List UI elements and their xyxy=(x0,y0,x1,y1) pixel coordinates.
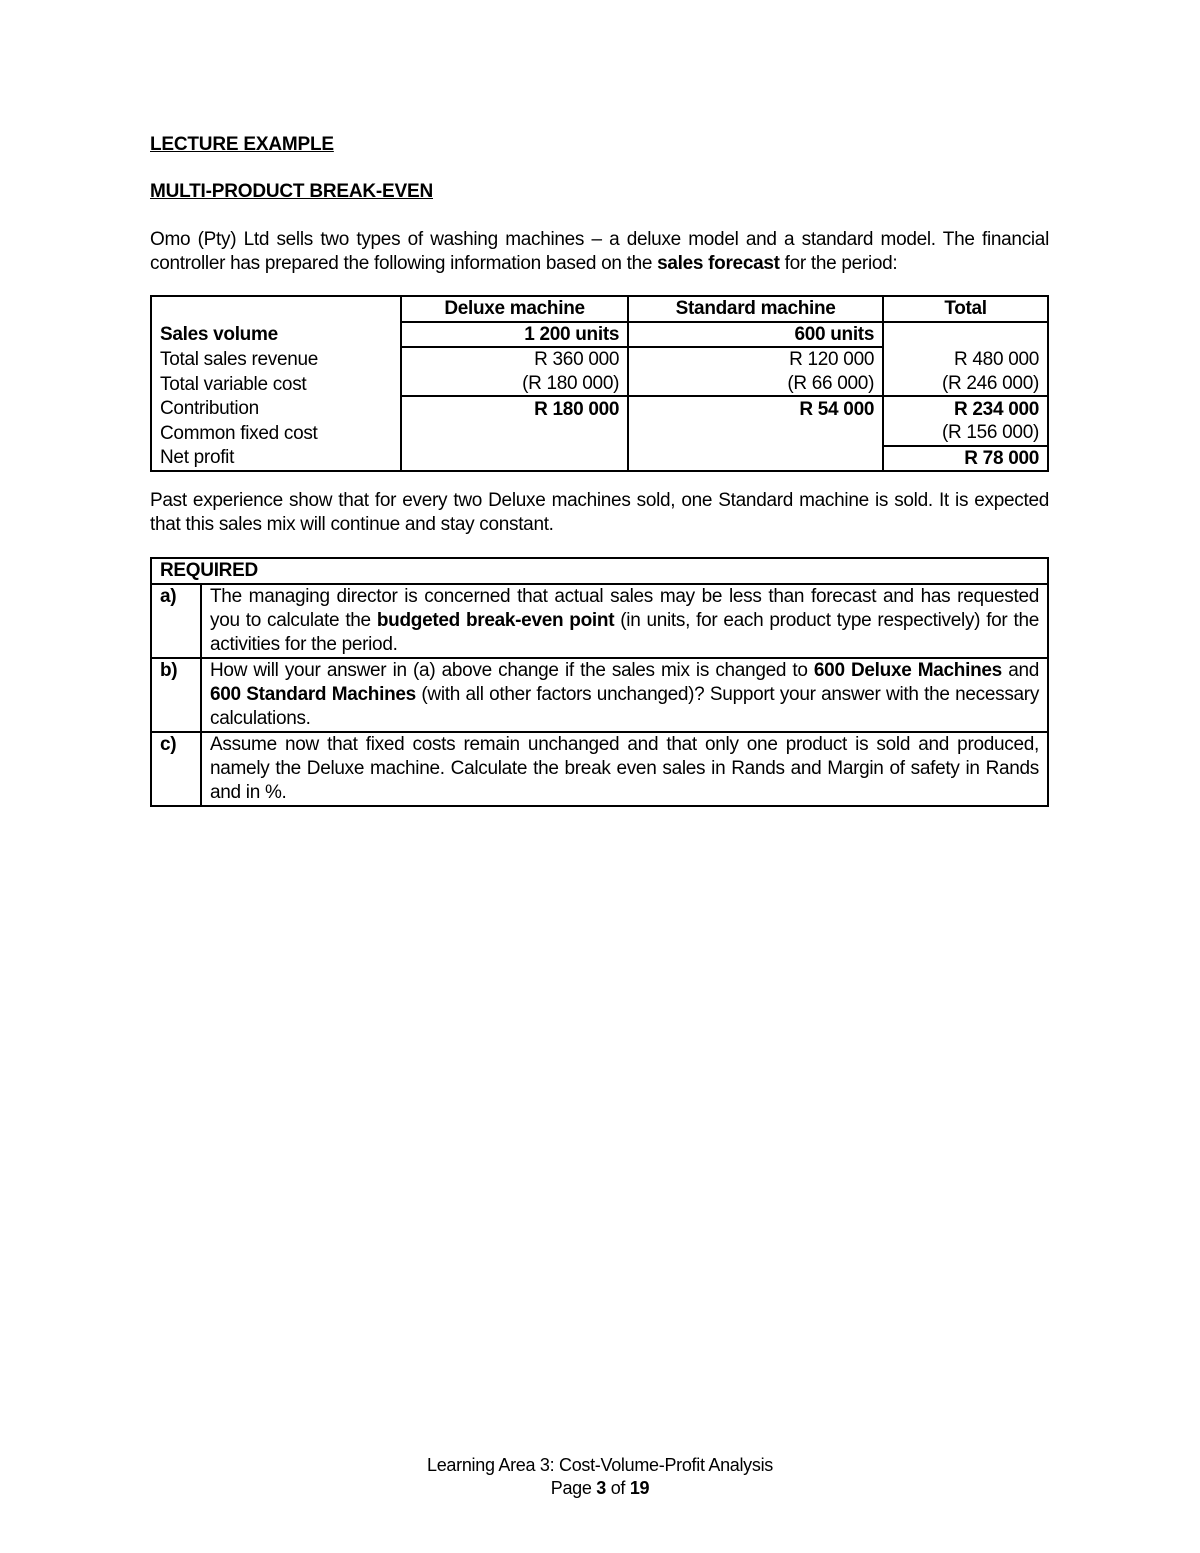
page-prefix: Page xyxy=(550,1478,597,1498)
footer-page-number xyxy=(0,1477,1200,1500)
required-title-row xyxy=(151,558,1048,584)
item-text: Assume now that fixed costs remain unchanged and that only one product is sold and produced, namely the Deluxe machine. Calculate the break even sales in Rands and Margin of safety in Rands and in %. xyxy=(210,734,1039,803)
header-cell-empty xyxy=(151,296,401,322)
cell-deluxe: R 360 000 xyxy=(401,347,628,372)
item-text: How will your answer in (a) above change if the sales mix is changed to xyxy=(210,660,814,681)
item-text: (with all other factors unchanged)? Support your answer with the necessary calculations. xyxy=(210,684,1040,729)
footer-title: Learning Area 3: Cost-Volume-Profit Analysis xyxy=(427,1455,773,1475)
section-heading: LECTURE EXAMPLE xyxy=(150,134,334,155)
row-label: Sales volume xyxy=(151,322,401,348)
table-row xyxy=(151,347,1048,372)
cell-standard: R 120 000 xyxy=(628,347,883,372)
section-subheading: MULTI-PRODUCT BREAK-EVEN xyxy=(150,181,434,202)
cell-standard: R 54 000 xyxy=(628,396,883,421)
required-item-key: a) xyxy=(151,584,201,658)
item-bold-text: budgeted break-even point xyxy=(376,610,615,631)
cell-total xyxy=(883,322,1048,348)
table-row xyxy=(151,396,1048,421)
header-cell-deluxe: Deluxe machine xyxy=(401,296,628,322)
cell-deluxe: 1 200 units xyxy=(401,322,628,348)
required-table xyxy=(150,557,1049,807)
cell-total: R 78 000 xyxy=(883,446,1048,472)
row-label: Contribution xyxy=(151,396,401,421)
cell-standard: 600 units xyxy=(628,322,883,348)
row-label: Total sales revenue xyxy=(151,347,401,372)
required-title: REQUIRED xyxy=(151,558,1048,584)
intro-bold-text: sales forecast xyxy=(657,253,780,274)
forecast-table xyxy=(150,295,1049,472)
table-row xyxy=(151,322,1048,348)
item-bold-text: 600 Deluxe Machines xyxy=(813,660,1002,681)
cell-total: (R 156 000) xyxy=(883,421,1048,446)
table-row xyxy=(151,421,1048,446)
required-item-key: b) xyxy=(151,658,201,732)
row-label: Total variable cost xyxy=(151,372,401,397)
cell-deluxe: (R 180 000) xyxy=(401,372,628,397)
required-item xyxy=(151,584,1048,658)
cell-deluxe: R 180 000 xyxy=(401,396,628,421)
intro-text: Omo (Pty) Ltd sells two types of washing machines – a deluxe model and a standard model. The financial controller has prepared the following information based on the xyxy=(150,229,1049,274)
required-item-text xyxy=(201,732,1048,806)
page-of: of xyxy=(606,1478,630,1498)
required-item xyxy=(151,658,1048,732)
row-label: Common fixed cost xyxy=(151,421,401,446)
cell-standard xyxy=(628,421,883,446)
required-item-key: c) xyxy=(151,732,201,806)
cell-standard: (R 66 000) xyxy=(628,372,883,397)
item-text: (in units, for each product type respectively) for the activities for the period. xyxy=(210,610,1039,655)
cell-total: R 234 000 xyxy=(883,396,1048,421)
intro-paragraph xyxy=(150,228,1049,276)
required-item xyxy=(151,732,1048,806)
item-text: and xyxy=(1001,660,1040,681)
required-item-text xyxy=(201,584,1048,658)
table-row xyxy=(151,372,1048,397)
required-item-text xyxy=(201,658,1048,732)
table-header-row xyxy=(151,296,1048,322)
header-cell-total: Total xyxy=(883,296,1048,322)
item-text: The managing director is concerned that actual sales may be less than forecast and has requested you to calculate the xyxy=(210,586,1039,631)
row-label: Net profit xyxy=(151,446,401,472)
cell-total: R 480 000 xyxy=(883,347,1048,372)
item-bold-text: 600 Standard Machines xyxy=(210,684,416,705)
intro-text-end: for the period: xyxy=(779,253,898,274)
cell-total: (R 246 000) xyxy=(883,372,1048,397)
cell-deluxe xyxy=(401,421,628,446)
page-number: 3 xyxy=(596,1478,606,1498)
cell-standard xyxy=(628,446,883,472)
sales-mix-note: Past experience show that for every two Deluxe machines sold, one Standard machine is sold. It is expected that this sales mix will continue and stay constant. xyxy=(150,490,1049,535)
table-row xyxy=(151,446,1048,472)
header-cell-standard: Standard machine xyxy=(628,296,883,322)
cell-deluxe xyxy=(401,446,628,472)
page-total: 19 xyxy=(629,1478,650,1498)
